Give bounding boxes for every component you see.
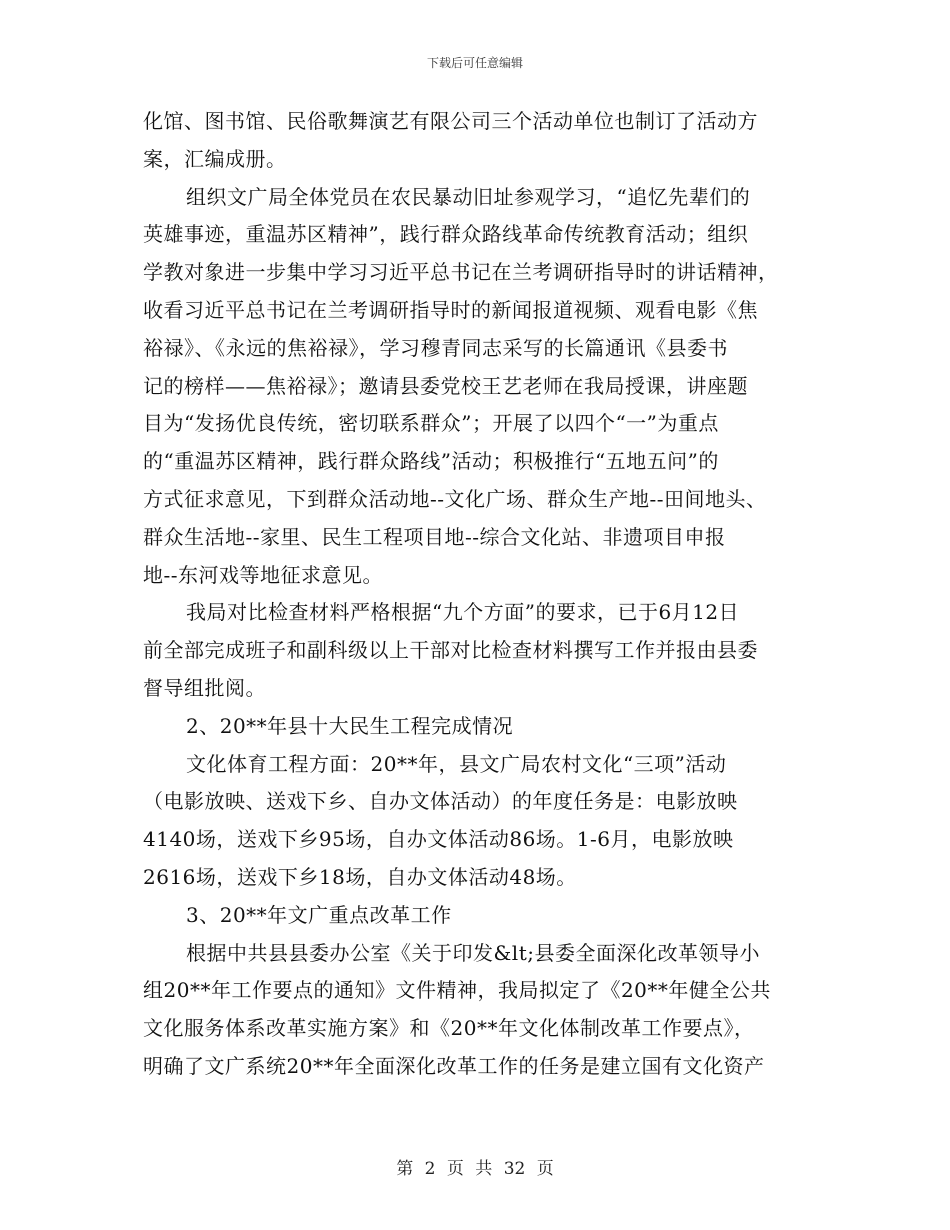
- text-line: 地--东河戏等地征求意见。: [143, 562, 384, 587]
- page-header-note: 下载后可任意编辑: [426, 56, 523, 70]
- text-line: 组20**年工作要点的通知》文件精神，我局拟定了《20**年健全公共: [143, 978, 771, 1003]
- text-line: 学教对象进一步集中学习习近平总书记在兰考调研指导时的讲话精神，: [143, 260, 779, 285]
- text-line: 文化服务体系改革实施方案》和《20**年文化体制改革工作要点》，: [143, 1016, 755, 1041]
- text-line: 目为“发扬优良传统，密切联系群众”；开展了以四个“一”为重点: [143, 411, 719, 436]
- text-line: 2、20**年县十大民生工程完成情况: [186, 713, 514, 738]
- text-line: 我局对比检查材料严格根据“九个方面”的要求，已于6月12日: [186, 600, 740, 625]
- text-line: 文化体育工程方面：20**年，县文广局农村文化“三项”活动: [186, 751, 727, 776]
- text-line: 记的榜样——焦裕禄》；邀请县委党校王艺老师在我局授课，讲座题: [143, 373, 748, 398]
- text-line: 英雄事迹，重温苏区精神”，践行群众路线革命传统教育活动；组织: [143, 222, 749, 247]
- text-line: 方式征求意见，下到群众活动地--文化广场、群众生产地--田间地头、: [143, 486, 767, 511]
- text-line: 案，汇编成册。: [143, 146, 287, 171]
- text-line: 明确了文广系统20**年全面深化改革工作的任务是建立国有文化资产: [143, 1053, 765, 1078]
- text-line: 督导组批阅。: [143, 675, 266, 700]
- text-line: 根据中共县县委办公室《关于印发&lt;县委全面深化改革领导小: [186, 940, 760, 965]
- text-line: 收看习近平总书记在兰考调研指导时的新闻报道视频、观看电影《焦: [143, 297, 758, 322]
- text-line: 2616场，送戏下乡18场，自办文体活动48场。: [143, 864, 577, 889]
- text-line: 群众生活地--家里、民生工程项目地--综合文化站、非遗项目申报: [143, 524, 726, 549]
- text-line: 化馆、图书馆、民俗歌舞演艺有限公司三个活动单位也制订了活动方: [143, 109, 758, 133]
- text-line: 3、20**年文广重点改革工作: [186, 902, 452, 927]
- text-line: （电影放映、送戏下乡、自办文体活动）的年度任务是：电影放映: [143, 789, 738, 814]
- text-line: 前全部完成班子和副科级以上干部对比检查材料撰写工作并报由县委: [143, 638, 758, 663]
- page-footer: 第 2 页 共 32 页: [396, 1159, 554, 1179]
- text-line: 裕禄》、《永远的焦裕禄》，学习穆青同志采写的长篇通讯《县委书: [143, 335, 728, 360]
- document-body: [143, 103, 808, 1086]
- text-line: 4140场，送戏下乡95场，自办文体活动86场。1-6月，电影放映: [143, 827, 734, 852]
- text-line: 的“重温苏区精神，践行群众路线”活动；积极推行“五地五问”的: [143, 449, 719, 474]
- text-line: 组织文广局全体党员在农民暴动旧址参观学习，“追忆先辈们的: [186, 184, 751, 209]
